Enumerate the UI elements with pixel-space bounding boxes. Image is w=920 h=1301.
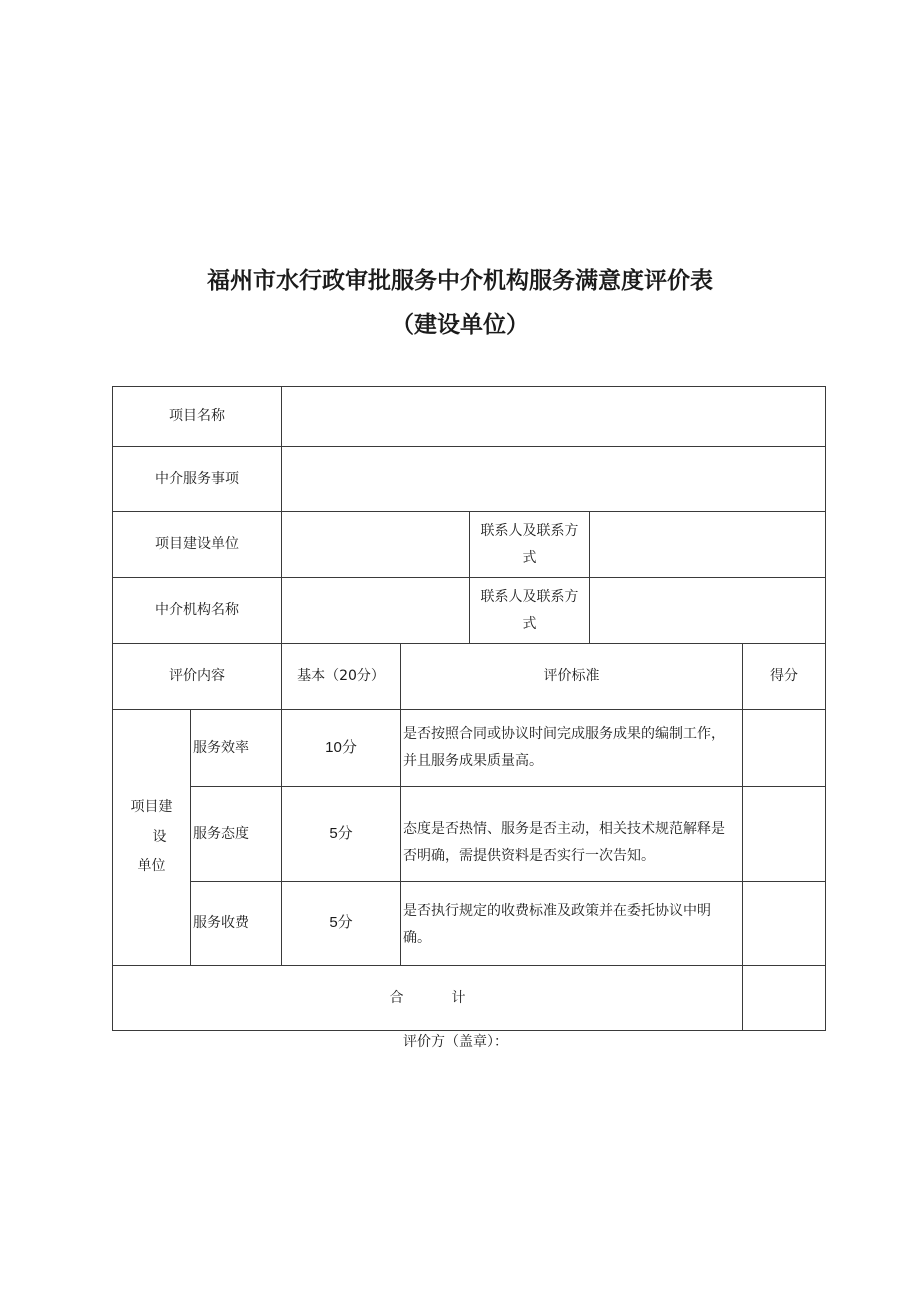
group-label-line: 单位 [137, 858, 166, 875]
group-label [112, 709, 191, 966]
total-score-field[interactable] [742, 965, 826, 1031]
points-attitude: 5分 [281, 786, 401, 882]
score-attitude-field[interactable] [742, 786, 826, 882]
criteria-fees: 是否执行规定的收费标准及政策并在委托协议中明确。 [400, 881, 743, 966]
evaluator-stamp-label: 评价方（盖章）： [403, 1034, 508, 1050]
group-label-line: 项目建 [130, 799, 173, 816]
service-item-label: 中介服务事项 [112, 446, 282, 512]
service-item-field[interactable] [281, 446, 826, 512]
item-attitude: 服务态度 [190, 786, 282, 882]
contact-label-line1: 联系人及联系方 [480, 522, 579, 539]
builder-contact-field[interactable] [589, 511, 826, 578]
score-fees-field[interactable] [742, 881, 826, 966]
group-label-line: 设 [152, 828, 167, 845]
header-base: 基本（20分） [281, 643, 401, 710]
total-label-part2: 计 [451, 989, 466, 1006]
contact-label-line1: 联系人及联系方 [480, 588, 579, 605]
total-label [112, 965, 743, 1031]
builder-field[interactable] [281, 511, 470, 578]
document-title: 福州市水行政审批服务中介机构服务满意度评价表 [207, 268, 713, 294]
agency-name-label: 中介机构名称 [112, 577, 282, 644]
contact-label-line2: 式 [522, 549, 537, 566]
header-score: 得分 [742, 643, 826, 710]
points-fees: 5分 [281, 881, 401, 966]
agency-contact-field[interactable] [589, 577, 826, 644]
criteria-efficiency: 是否按照合同或协议时间完成服务成果的编制工作，并且服务成果质量高。 [400, 709, 743, 787]
header-content: 评价内容 [112, 643, 282, 710]
score-efficiency-field[interactable] [742, 709, 826, 787]
criteria-attitude: 态度是否热情、服务是否主动，相关技术规范解释是否明确，需提供资料是否实行一次告知。 [400, 786, 743, 882]
total-label-part1: 合 [389, 989, 404, 1006]
contact-label-line2: 式 [522, 615, 537, 632]
project-name-field[interactable] [281, 386, 826, 447]
builder-contact-label [469, 511, 590, 578]
agency-name-field[interactable] [281, 577, 470, 644]
agency-contact-label [469, 577, 590, 644]
item-efficiency: 服务效率 [190, 709, 282, 787]
points-efficiency: 10分 [281, 709, 401, 787]
project-name-label: 项目名称 [112, 386, 282, 447]
item-fees: 服务收费 [190, 881, 282, 966]
header-criteria: 评价标准 [400, 643, 743, 710]
builder-label: 项目建设单位 [112, 511, 282, 578]
document-subtitle: （建设单位） [391, 312, 529, 338]
